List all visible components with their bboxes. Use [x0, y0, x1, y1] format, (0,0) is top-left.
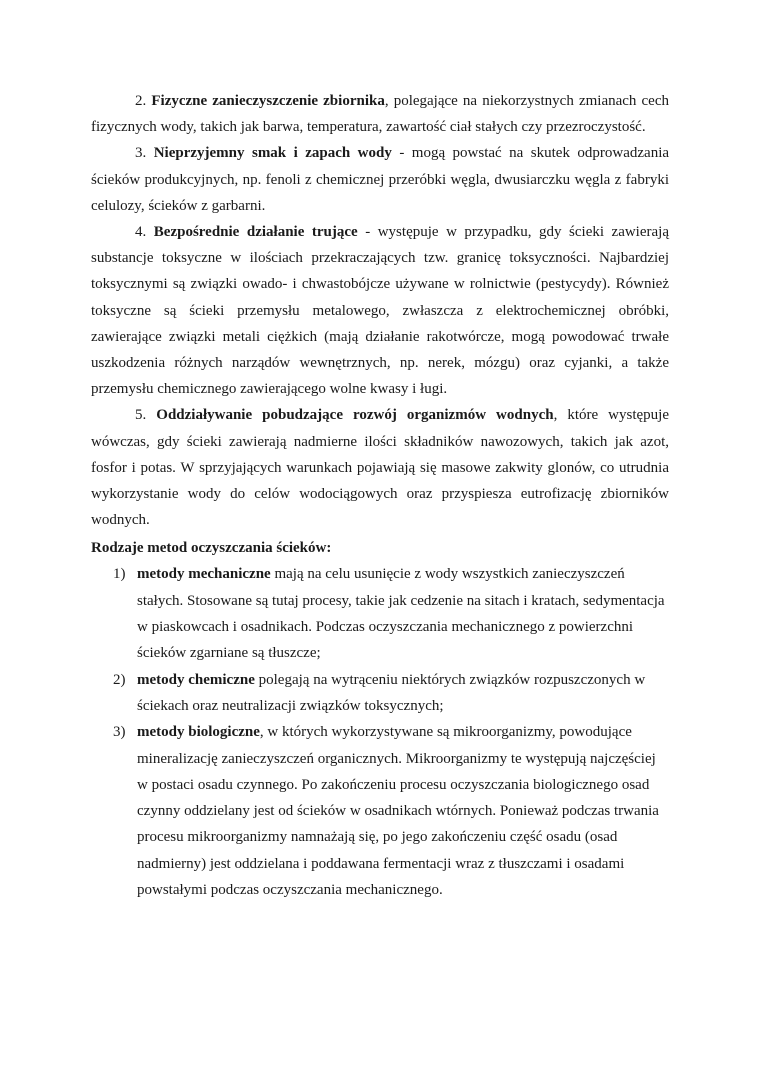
paragraph-5 [91, 402, 669, 533]
paragraph-text: , polegające na niekorzystnych zmianach cech fizycznych wody, takich jak barwa, temperatura, zawartość ciał stałych czy przezroczystość. [91, 93, 669, 136]
list-number: 3) [113, 724, 126, 741]
paragraph-number: 5. [135, 407, 147, 424]
list-number: 1) [113, 566, 126, 583]
paragraph-bold-term: Nieprzyjemny smak i zapach wody [153, 145, 392, 162]
document-page [91, 88, 669, 903]
paragraph-text: - występuje w przypadku, gdy ścieki zawierają substancje toksyczne w ilościach przekraczających tzw. granicę toksyczności. Najbardziej toksycznymi są związki owado- i chwastobójcze używane w rolnictwie (pestycydy). Również toksyczne są ścieki przemysłu metalowego, zwłaszcza z elektrochemicznej obróbki, zawierające związki metali ciężkich (mają działanie rakotwórcze, mogą powodować trwałe uszkodzenia różnych narządów wewnętrznych, np. nerek, mózgu) oraz cyjanki, a także przemysłu chemicznego zawierającego wolne kwasy i ługi. [91, 224, 669, 398]
methods-list [91, 561, 669, 903]
paragraph-number: 3. [135, 145, 147, 162]
paragraph-number: 4. [135, 224, 147, 241]
paragraph-bold-term: Oddziaływanie pobudzające rozwój organizmów wodnych [156, 407, 554, 424]
paragraph-3 [91, 140, 669, 219]
section-heading: Rodzaje metod oczyszczania ścieków: [91, 540, 332, 557]
list-item [91, 719, 669, 903]
paragraph-text: - mogą powstać na skutek odprowadzania ścieków produkcyjnych, np. fenoli z chemicznej przeróbki węgla, dwusiarczku węgla z fabryki celulozy, ścieków z garbarni. [91, 145, 670, 214]
paragraph-number: 2. [135, 93, 147, 109]
list-number: 2) [113, 671, 126, 688]
paragraph-text: , które występuje wówczas, gdy ścieki zawierają nadmierne ilości składników nawozowych, takich jak azot, fosfor i potas. W sprzyjających warunkach pojawiają się masowe zakwity glonów, co utrudnia wykorzystanie wody do celów wodociągowych oraz przyspiesza eutrofizację zbiorników wodnych. [91, 407, 670, 529]
list-text: polegają na wytrąceniu niektórych związków rozpuszczonych w ściekach oraz neutralizacji związków toksycznych; [137, 671, 646, 714]
list-item [91, 667, 669, 720]
list-bold-term: metody mechaniczne [137, 566, 271, 583]
paragraph-4 [91, 219, 669, 402]
list-text: , w których wykorzystywane są mikroorganizmy, powodujące mineralizację zanieczyszczeń organicznych. Mikroorganizmy te występują najczęściej w postaci osadu czynnego. Po zakończeniu procesu oczyszczania biologicznego osad czynny oddzielany jest od ścieków w osadnikach wtórnych. Ponieważ podczas trwania procesu mikroorganizmy namnażają się, po jego zakończeniu część osadu (osad nadmierny) jest oddzielana i poddawana fermentacji wraz z tłuszczami i osadami powstałymi podczas oczyszczania mechanicznego. [137, 724, 659, 899]
list-item [91, 561, 669, 666]
paragraph-bold-term: Bezpośrednie działanie trujące [153, 224, 358, 241]
list-text: mają na celu usunięcie z wody wszystkich zanieczyszczeń stałych. Stosowane są tutaj procesy, takie jak cedzenie na sitach i kratach, sedymentacja w piaskowcach i osadnikach. Podczas oczyszczania mechanicznego z powierzchni ścieków zgarniane są tłuszcze; [137, 566, 665, 662]
paragraph-bold-term: Fizyczne zanieczyszczenie zbiornika [151, 93, 385, 109]
paragraph-2 [91, 88, 669, 140]
list-bold-term: metody biologiczne [137, 724, 260, 741]
list-bold-term: metody chemiczne [137, 671, 255, 688]
